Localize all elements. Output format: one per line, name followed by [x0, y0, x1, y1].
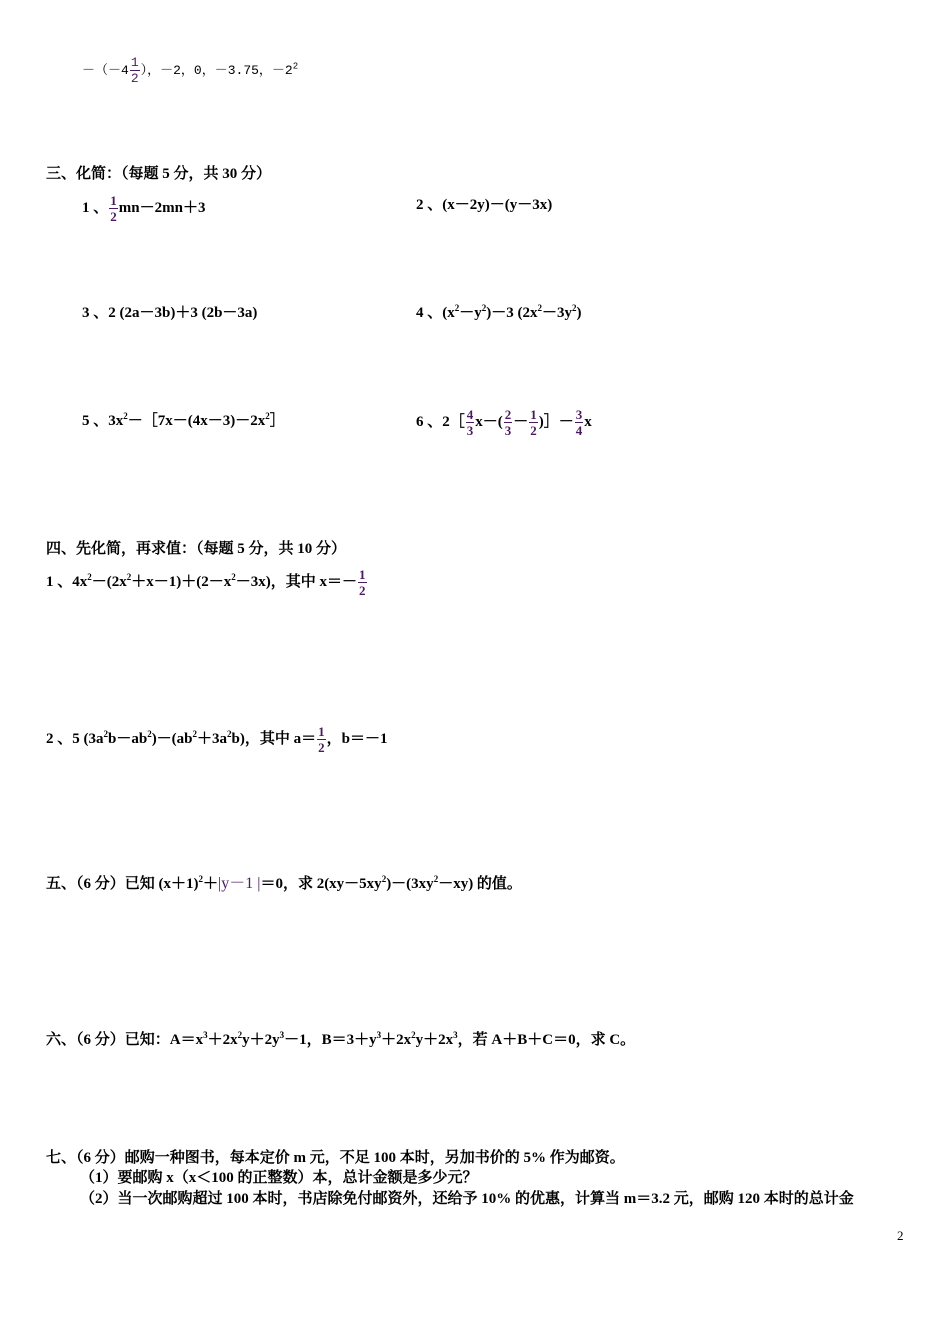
fraction: $\frac{1}{2}$	[318, 724, 325, 755]
sec4-q1: 1 、$4x^2-(2x^2+x-1)+(2-x^2-3x)$，其中 x＝－ $\frac{1}{2}$	[46, 567, 366, 598]
fraction: $\frac{2}{3}$	[504, 407, 512, 438]
section7-line1: 七、（6 分）邮购一种图书，每本定价 m 元，不足 100 本时，另加书价的 5% 作为邮资。	[46, 1150, 625, 1166]
fraction: $\frac{4}{3}$	[466, 407, 474, 438]
section6: 六、（6 分）已知：$A=x^3+2x^2y+2y^3-1$，$B=3+y^3+2x^2y+2x^3$，若 A＋B＋C＝0，求 C。	[46, 1030, 636, 1048]
fraction: $\frac{1}{2}$	[359, 567, 366, 598]
fraction: $\frac{1}{2}$	[530, 407, 537, 438]
sec3-q3: 3 、2 (2a－3b)＋3 (2b－3a)	[82, 305, 258, 321]
fraction: $\frac{1}{2}$	[130, 55, 139, 86]
section5: 五、（6 分）已知 $(x+1)^2+|y-1$ |＝0，求 $2(xy-5xy^2)-(3xy^2-xy)$ 的值。	[46, 874, 522, 892]
number-list: －（－4 $\frac{1}{2}$ ），－2，0，－3.75，$-2^2$	[82, 55, 299, 86]
sec3-q1: 1 、 $\frac{1}{2}$ mn－2mn＋3	[82, 193, 206, 224]
sec3-q4: 4 、$(x^2-y^2)-3$ $(2x^2-3y^2)$	[416, 303, 582, 321]
section3-title: 三、化简：（每题 5 分，共 30 分）	[46, 166, 272, 182]
number-list-part2: ），－2，0，－3.75，－2	[140, 62, 293, 78]
sec3-q6: 6 、2［ $\frac{4}{3}$ x－( $\frac{2}{3}$ － $\frac{1}{2}$ )］－ $\frac{3}{4}$ x	[416, 407, 592, 438]
section4-title: 四、先化简，再求值：（每题 5 分，共 10 分）	[46, 541, 347, 557]
sec3-q2: 2 、(x－2y)－(y－3x)	[416, 197, 553, 213]
number-list-part1: －（－4	[82, 62, 129, 78]
fraction: $\frac{3}{4}$	[575, 407, 583, 438]
section7-line2: （1）要邮购 x（x＜100 的正整数）本，总计金额是多少元？	[80, 1170, 478, 1186]
absolute-value: |y－1 |	[218, 875, 261, 892]
section7-line3: （2）当一次邮购超过 100 本时，书店除免付邮资外，还给予 10% 的优惠，计算当 m＝3.2 元，邮购 120 本时的总计金	[80, 1191, 854, 1207]
sec4-q2: 2 、5 $(3a^2b-ab^2)-(ab^2+3a^2b)$，其中 a＝ $\frac{1}{2}$ ，b＝－1	[46, 724, 388, 755]
fraction: $\frac{1}{2}$	[110, 193, 117, 224]
page-number: 2	[897, 1228, 904, 1243]
sec3-q5: 5 、$3x^2-[7x-(4x-3)-2x^2]$	[82, 411, 285, 429]
